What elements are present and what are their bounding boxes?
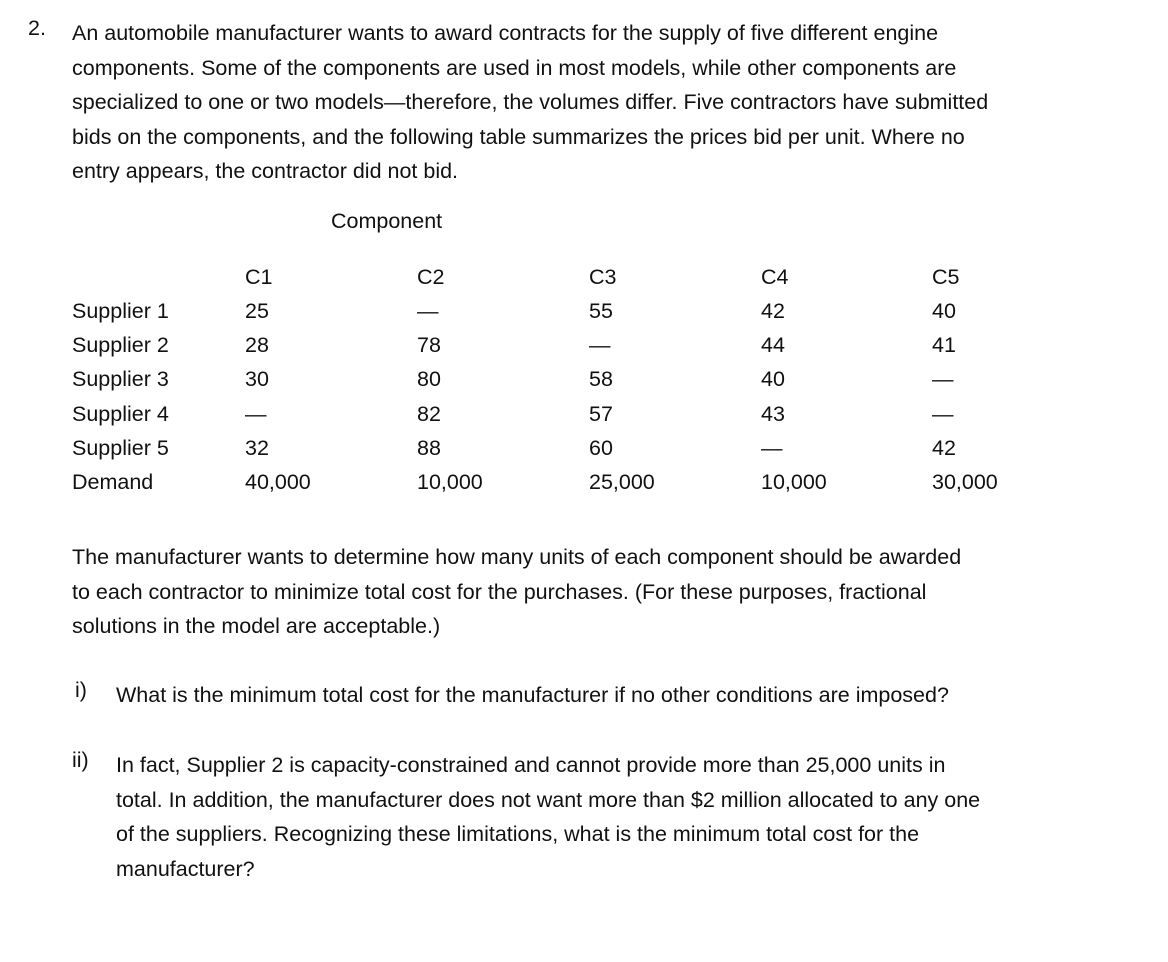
subquestion-line: of the suppliers. Recognizing these limitations, what is the minimum total cost for the (116, 822, 920, 846)
objective-paragraph (72, 540, 961, 644)
intro-line: specialized to one or two models—therefore, the volumes differ. Five contractors have submitted (72, 90, 989, 114)
paragraph-line: solutions in the model are acceptable.) (72, 614, 441, 638)
row-label: Supplier 3 (72, 367, 169, 391)
table-cell: 30 (245, 367, 269, 391)
table-cell: 30,000 (932, 470, 998, 494)
table-cell: 42 (761, 299, 785, 323)
table-heading: Component (331, 209, 443, 233)
column-header: C3 (589, 265, 617, 289)
row-label: Demand (72, 470, 154, 494)
table-cell: — (417, 299, 439, 323)
table-cell: 55 (589, 299, 613, 323)
row-label: Supplier 1 (72, 299, 169, 323)
table-cell: 80 (417, 367, 441, 391)
subquestion-text (116, 678, 949, 713)
row-label: Supplier 4 (72, 402, 169, 426)
table-cell: 40 (932, 299, 956, 323)
table-cell: — (932, 367, 954, 391)
table-cell: 78 (417, 333, 441, 357)
subquestion-line: In fact, Supplier 2 is capacity-constrained and cannot provide more than 25,000 units in (116, 753, 946, 777)
column-header: C1 (245, 265, 273, 289)
subquestion-line: What is the minimum total cost for the manufacturer if no other conditions are imposed? (116, 683, 949, 707)
table-cell: 40 (761, 367, 785, 391)
table-cell: — (245, 402, 267, 426)
table-cell: 82 (417, 402, 441, 426)
table-cell: 40,000 (245, 470, 311, 494)
table-cell: 10,000 (761, 470, 827, 494)
subquestion-line: manufacturer? (116, 856, 255, 881)
table-cell: — (932, 402, 954, 426)
intro-line: An automobile manufacturer wants to award contracts for the supply of five different engine (72, 21, 939, 45)
table-cell: — (589, 333, 611, 357)
table-cell: 88 (417, 436, 441, 460)
table-cell: 32 (245, 436, 269, 460)
row-label: Supplier 2 (72, 333, 169, 357)
intro-line: entry appears, the contractor did not bid. (72, 159, 459, 183)
subquestion-line: total. In addition, the manufacturer does not want more than $2 million allocated to any one (116, 787, 981, 812)
subquestion-label: ii) (72, 748, 89, 772)
table-cell: 10,000 (417, 470, 483, 494)
intro-line: bids on the components, and the following table summarizes the prices bid per unit. Where no (72, 124, 965, 149)
paragraph-line: to each contractor to minimize total cost for the purchases. (For these purposes, fractional (72, 579, 927, 604)
table-cell: 41 (932, 333, 956, 357)
intro-line: components. Some of the components are used in most models, while other components are (72, 55, 957, 80)
column-header: C5 (932, 265, 960, 289)
table-cell: 58 (589, 367, 613, 391)
table-cell: 42 (932, 436, 956, 460)
table-cell: 57 (589, 402, 613, 426)
column-header: C4 (761, 265, 789, 289)
table-cell: 60 (589, 436, 613, 460)
column-header: C2 (417, 265, 445, 289)
paragraph-line: The manufacturer wants to determine how many units of each component should be awarded (72, 545, 962, 569)
question-number: 2. (28, 16, 46, 40)
table-cell: — (761, 436, 783, 460)
table-cell: 44 (761, 333, 785, 357)
table-cell: 43 (761, 402, 785, 426)
subquestion-text (116, 748, 980, 886)
row-label: Supplier 5 (72, 436, 169, 460)
subquestion-label: i) (75, 678, 87, 702)
table-cell: 25 (245, 299, 269, 323)
table-cell: 28 (245, 333, 269, 357)
intro-paragraph (72, 16, 1152, 189)
table-cell: 25,000 (589, 470, 655, 494)
